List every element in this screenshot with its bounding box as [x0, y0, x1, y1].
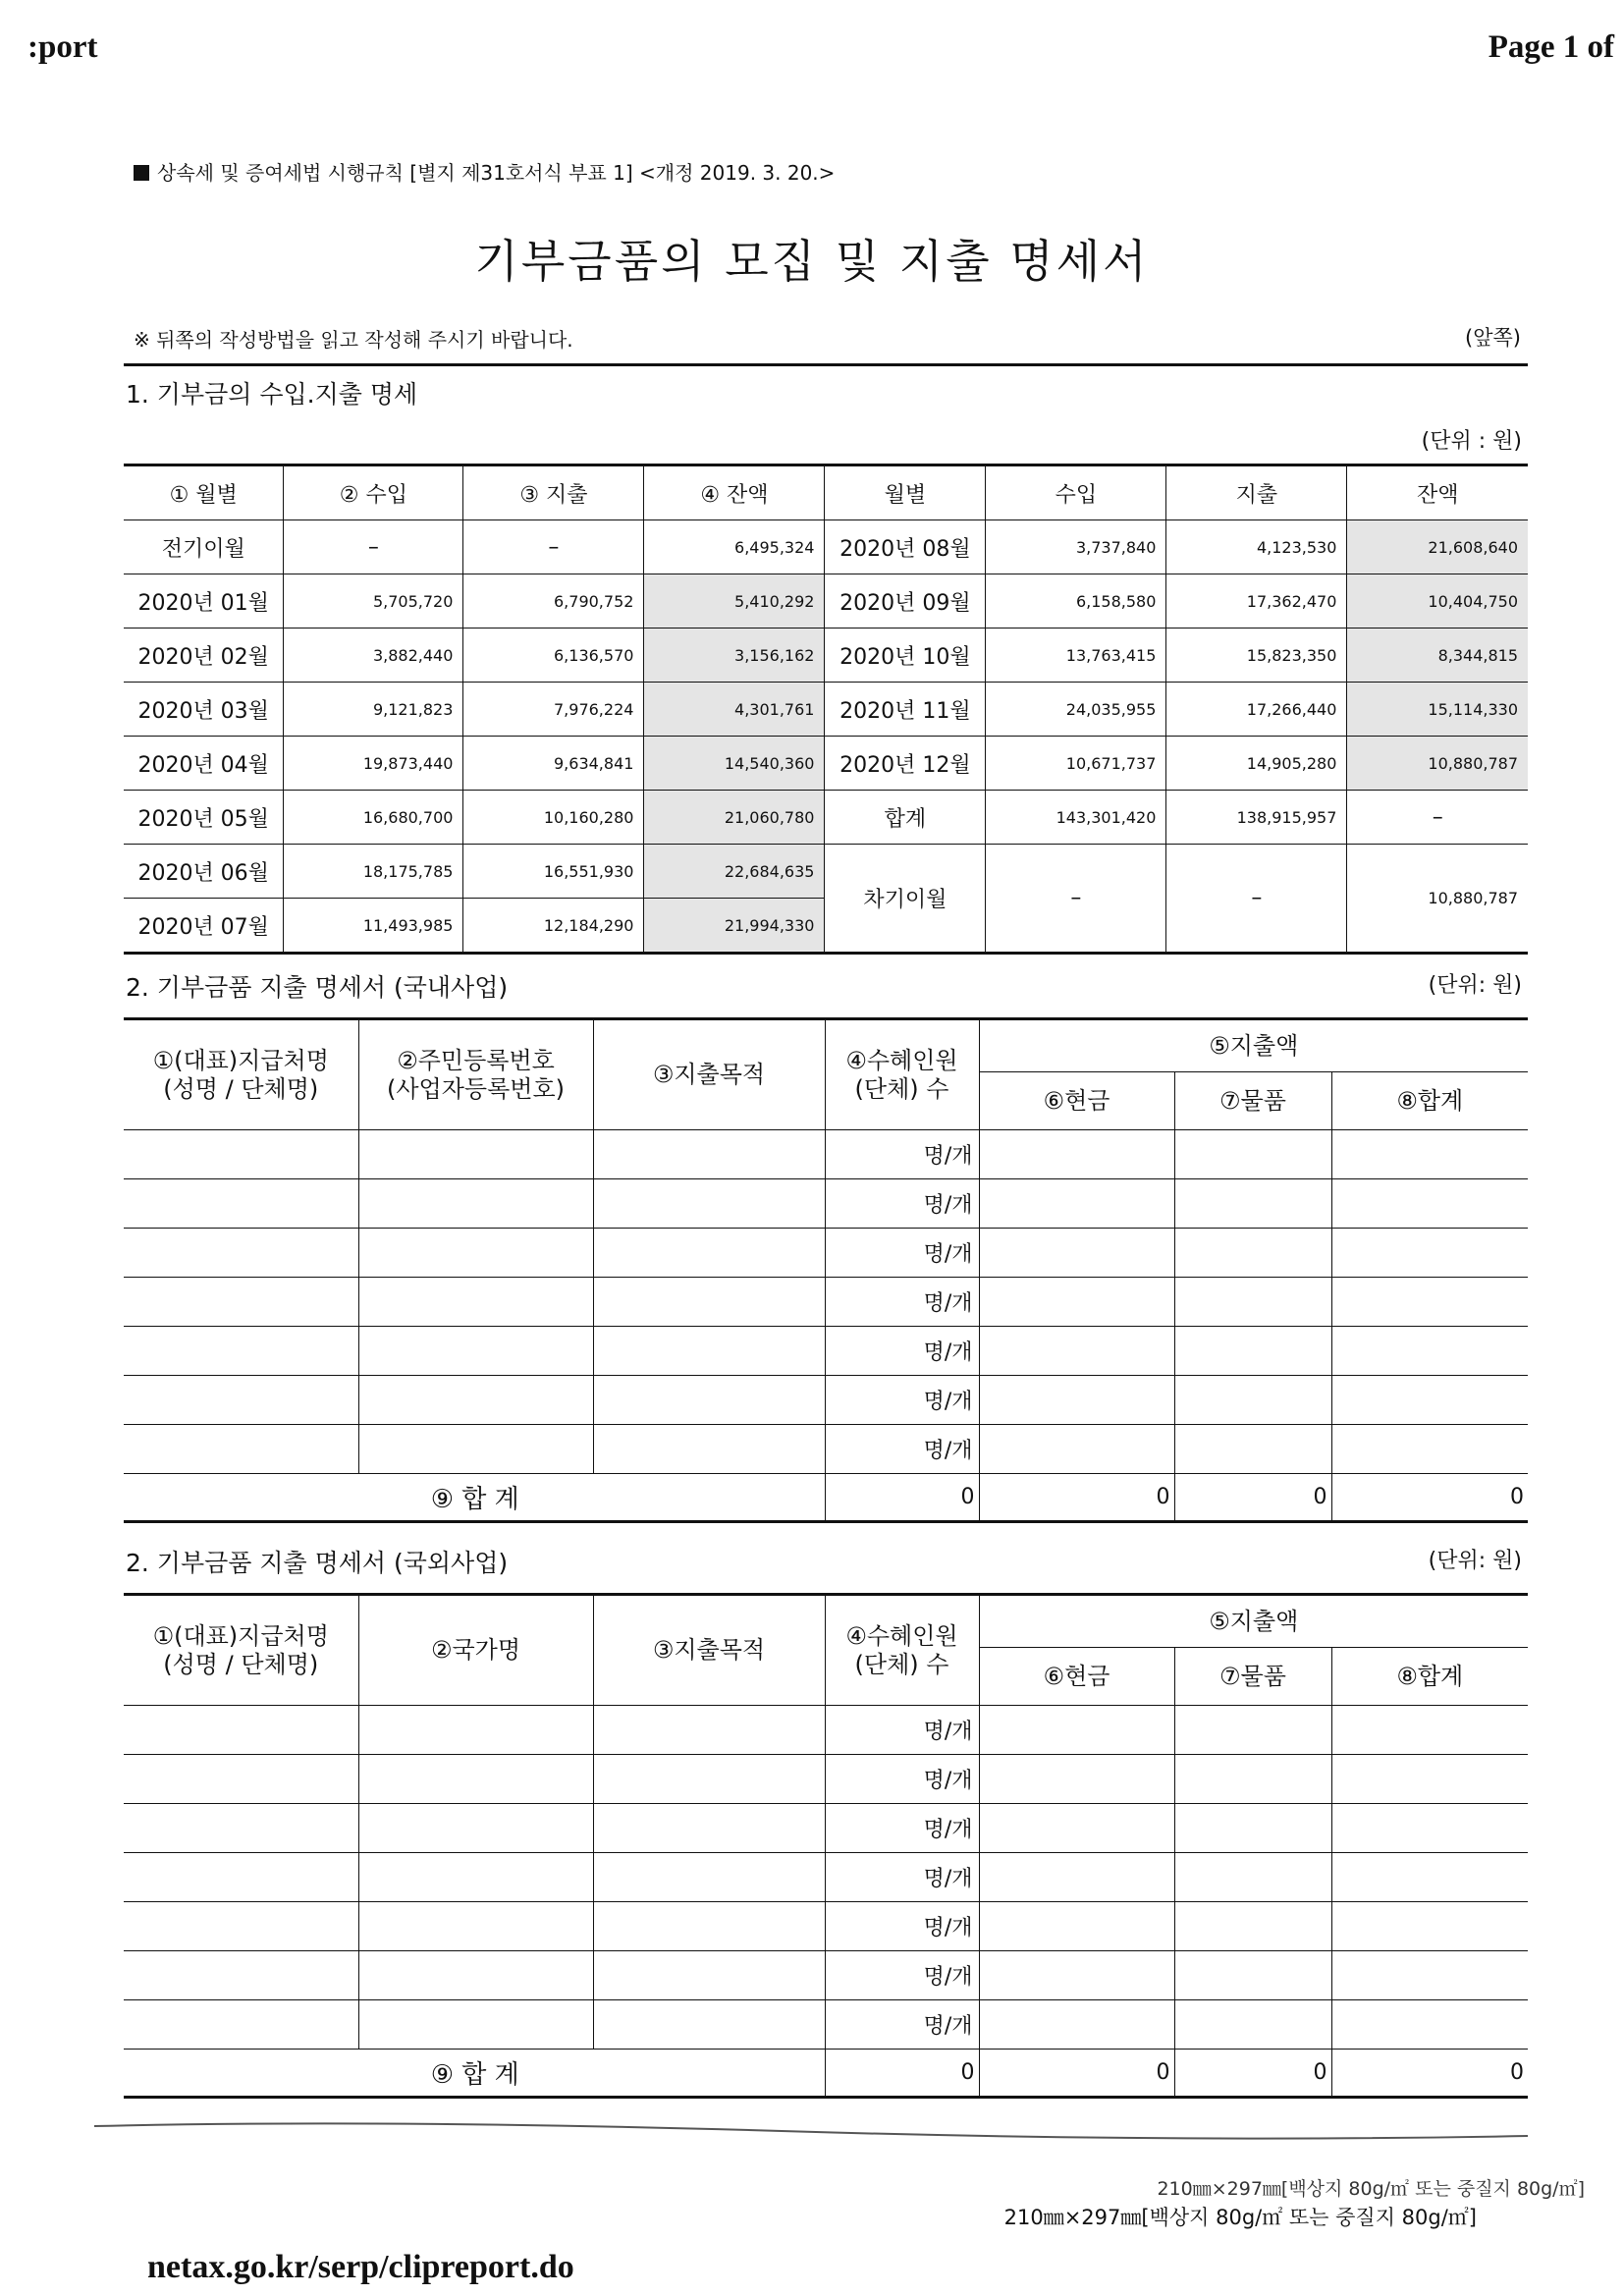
payee-cell[interactable] — [124, 1130, 358, 1179]
payee-cell[interactable] — [124, 1376, 358, 1425]
table-row — [124, 791, 1528, 845]
header-beneficiaries — [825, 1019, 979, 1130]
balance-cell: 10,880,787 — [1347, 737, 1528, 791]
goods-cell[interactable] — [1174, 1327, 1331, 1376]
expense-cell: 6,136,570 — [463, 629, 644, 683]
balance-cell: 15,114,330 — [1347, 683, 1528, 737]
header-month: ① 월별 — [124, 465, 284, 520]
purpose-cell[interactable] — [593, 1853, 825, 1902]
table-header-row — [124, 1595, 1528, 1648]
scan-edge-artifact — [94, 2092, 1528, 2151]
month-cell: 2020년 08월 — [825, 520, 986, 574]
sum-cell[interactable] — [1331, 1755, 1528, 1804]
beneficiary-cell[interactable]: 명/개 — [825, 1229, 979, 1278]
income-expense-table — [124, 464, 1528, 955]
header-beneficiaries-line2: (단체) 수 — [854, 1074, 949, 1103]
total-beneficiaries: 0 — [825, 1474, 979, 1522]
balance-cell: 14,540,360 — [644, 737, 825, 791]
form-reference-text: 상속세 및 증여세법 시행규칙 [별지 제31호서식 부표 1] <개정 2019. 3. 20.> — [157, 161, 836, 185]
cash-cell[interactable] — [979, 1425, 1174, 1474]
goods-cell[interactable] — [1174, 1902, 1331, 1951]
table-row — [124, 520, 1528, 574]
expense-total-cell: 138,915,957 — [1166, 791, 1347, 845]
total-sum: 0 — [1331, 2050, 1528, 2098]
purpose-cell[interactable] — [593, 1425, 825, 1474]
cash-cell[interactable] — [979, 1804, 1174, 1853]
beneficiary-cell[interactable]: 명/개 — [825, 1130, 979, 1179]
table-row — [124, 574, 1528, 629]
footer-url: netax.go.kr/serp/clipreport.do — [147, 2249, 574, 2285]
header-country: ②국가명 — [358, 1595, 593, 1706]
table-row — [124, 1951, 1528, 2000]
page-title: 기부금품의 모집 및 지출 명세서 — [474, 235, 1150, 288]
beneficiary-cell[interactable]: 명/개 — [825, 1376, 979, 1425]
cash-cell[interactable] — [979, 1755, 1174, 1804]
payee-cell[interactable] — [124, 1327, 358, 1376]
header-expenditure-amount: ⑤지출액 — [979, 1019, 1528, 1072]
balance-cell: 3,156,162 — [644, 629, 825, 683]
goods-cell[interactable] — [1174, 1425, 1331, 1474]
table-row — [124, 629, 1528, 683]
country-cell[interactable] — [358, 1706, 593, 1755]
table-row — [124, 683, 1528, 737]
form-reference — [134, 157, 835, 186]
table-row — [124, 1229, 1528, 1278]
cash-cell[interactable] — [979, 1902, 1174, 1951]
expense-cell: 12,184,290 — [463, 899, 644, 954]
total-goods: 0 — [1174, 1474, 1331, 1522]
sum-cell[interactable] — [1331, 1376, 1528, 1425]
cash-cell[interactable] — [979, 1951, 1174, 2000]
header-beneficiaries-line1: ④수혜인원 — [845, 1046, 958, 1074]
beneficiary-cell[interactable]: 명/개 — [825, 1902, 979, 1951]
balance-cell: 4,301,761 — [644, 683, 825, 737]
goods-cell[interactable] — [1174, 1706, 1331, 1755]
header-sum: ⑧합계 — [1331, 1648, 1528, 1706]
table-row — [124, 1804, 1528, 1853]
sum-cell[interactable] — [1331, 1425, 1528, 1474]
income-cell: 16,680,700 — [284, 791, 463, 845]
sum-cell[interactable] — [1331, 1902, 1528, 1951]
beneficiary-cell[interactable]: 명/개 — [825, 2000, 979, 2050]
beneficiary-cell[interactable]: 명/개 — [825, 1755, 979, 1804]
header-payee — [124, 1019, 358, 1130]
header-sum: ⑧합계 — [1331, 1072, 1528, 1130]
header-beneficiaries-line1: ④수혜인원 — [845, 1621, 958, 1650]
total-cash: 0 — [979, 1474, 1174, 1522]
registration-cell[interactable] — [358, 1229, 593, 1278]
country-cell[interactable] — [358, 2000, 593, 2050]
cash-cell[interactable] — [979, 1853, 1174, 1902]
income-cell: 10,671,737 — [986, 737, 1166, 791]
income-cell: 19,873,440 — [284, 737, 463, 791]
sum-cell[interactable] — [1331, 1804, 1528, 1853]
beneficiary-cell[interactable]: 명/개 — [825, 1853, 979, 1902]
payee-cell[interactable] — [124, 1706, 358, 1755]
income-cell: 24,035,955 — [986, 683, 1166, 737]
cash-cell[interactable] — [979, 1278, 1174, 1327]
expense-cell: 17,362,470 — [1166, 574, 1347, 629]
purpose-cell[interactable] — [593, 1327, 825, 1376]
section2-heading: 2. 기부금품 지출 명세서 (국내사업) — [126, 973, 509, 1002]
header-expense-2: 지출 — [1166, 465, 1347, 520]
expense-cell: 17,266,440 — [1166, 683, 1347, 737]
balance-cell: 5,410,292 — [644, 574, 825, 629]
goods-cell[interactable] — [1174, 2000, 1331, 2050]
month-cell: 전기이월 — [124, 520, 284, 574]
table-row — [124, 2000, 1528, 2050]
sum-cell[interactable] — [1331, 1278, 1528, 1327]
table-row — [124, 1755, 1528, 1804]
header-income-2: 수입 — [986, 465, 1166, 520]
beneficiary-cell[interactable]: 명/개 — [825, 1278, 979, 1327]
income-cell: 3,882,440 — [284, 629, 463, 683]
cash-cell[interactable] — [979, 1706, 1174, 1755]
goods-cell[interactable] — [1174, 1278, 1331, 1327]
header-goods: ⑦물품 — [1174, 1648, 1331, 1706]
income-cell: 13,763,415 — [986, 629, 1166, 683]
income-cell: – — [284, 520, 463, 574]
expense-cell: 14,905,280 — [1166, 737, 1347, 791]
header-balance: ④ 잔액 — [644, 465, 825, 520]
month-cell: 2020년 04월 — [124, 737, 284, 791]
sum-cell[interactable] — [1331, 1853, 1528, 1902]
table-row — [124, 845, 1528, 899]
cash-cell[interactable] — [979, 1130, 1174, 1179]
goods-cell[interactable] — [1174, 1755, 1331, 1804]
balance-cell: 21,608,640 — [1347, 520, 1528, 574]
beneficiary-cell[interactable]: 명/개 — [825, 1804, 979, 1853]
expense-cell: 9,634,841 — [463, 737, 644, 791]
beneficiary-cell[interactable]: 명/개 — [825, 1327, 979, 1376]
month-cell: 2020년 02월 — [124, 629, 284, 683]
table-row — [124, 737, 1528, 791]
country-cell[interactable] — [358, 1951, 593, 2000]
month-cell: 2020년 09월 — [825, 574, 986, 629]
header-payee-line2: (성명 / 단체명) — [163, 1650, 319, 1678]
registration-cell[interactable] — [358, 1327, 593, 1376]
payee-cell[interactable] — [124, 1278, 358, 1327]
income-cell: 18,175,785 — [284, 845, 463, 899]
purpose-cell[interactable] — [593, 1130, 825, 1179]
total-label: ⑨ 합 계 — [124, 2050, 825, 2098]
total-sum: 0 — [1331, 1474, 1528, 1522]
expense-cell: 6,790,752 — [463, 574, 644, 629]
month-cell: 2020년 03월 — [124, 683, 284, 737]
side-label: (앞쪽) — [1465, 326, 1521, 350]
purpose-cell[interactable] — [593, 1376, 825, 1425]
goods-cell[interactable] — [1174, 1853, 1331, 1902]
income-cell: 9,121,823 — [284, 683, 463, 737]
header-month-2: 월별 — [825, 465, 986, 520]
income-cell: 11,493,985 — [284, 899, 463, 954]
paper-spec: 210㎜×297㎜[백상지 80g/㎡ 또는 중질지 80g/㎡] — [1003, 2206, 1477, 2229]
overseas-expenditure-table — [124, 1593, 1528, 2099]
expense-cell: 15,823,350 — [1166, 629, 1347, 683]
divider — [124, 363, 1528, 366]
payee-cell[interactable] — [124, 1425, 358, 1474]
expense-cell: 4,123,530 — [1166, 520, 1347, 574]
balance-total-cell: – — [1347, 791, 1528, 845]
table-row — [124, 1179, 1528, 1229]
payee-cell[interactable] — [124, 1804, 358, 1853]
header-payee-line2: (성명 / 단체명) — [163, 1074, 319, 1103]
table-header-row — [124, 465, 1528, 520]
section1-unit: (단위 : 원) — [1421, 429, 1522, 454]
table-row — [124, 1425, 1528, 1474]
purpose-cell[interactable] — [593, 1179, 825, 1229]
section2-unit: (단위: 원) — [1428, 973, 1522, 998]
registration-cell[interactable] — [358, 1376, 593, 1425]
header-beneficiaries — [825, 1595, 979, 1706]
total-row — [124, 1474, 1528, 1522]
balance-cell: 21,060,780 — [644, 791, 825, 845]
month-cell: 2020년 01월 — [124, 574, 284, 629]
purpose-cell[interactable] — [593, 1706, 825, 1755]
payee-cell[interactable] — [124, 1179, 358, 1229]
payee-cell[interactable] — [124, 1853, 358, 1902]
section1-heading: 1. 기부금의 수입.지출 명세 — [126, 380, 418, 409]
carryover-income-cell: – — [986, 845, 1166, 954]
sum-cell[interactable] — [1331, 2000, 1528, 2050]
cash-cell[interactable] — [979, 1179, 1174, 1229]
goods-cell[interactable] — [1174, 1130, 1331, 1179]
registration-cell[interactable] — [358, 1130, 593, 1179]
header-cash: ⑥현금 — [979, 1648, 1174, 1706]
print-header-left: :port — [27, 29, 98, 65]
month-cell: 2020년 07월 — [124, 899, 284, 954]
square-bullet-icon — [134, 165, 149, 181]
cash-cell[interactable] — [979, 1229, 1174, 1278]
purpose-cell[interactable] — [593, 1755, 825, 1804]
expense-cell: 7,976,224 — [463, 683, 644, 737]
domestic-expenditure-table — [124, 1017, 1528, 1523]
expense-cell: 10,160,280 — [463, 791, 644, 845]
beneficiary-cell[interactable]: 명/개 — [825, 1706, 979, 1755]
cash-cell[interactable] — [979, 1376, 1174, 1425]
country-cell[interactable] — [358, 1755, 593, 1804]
country-cell[interactable] — [358, 1902, 593, 1951]
carryover-expense-cell: – — [1166, 845, 1347, 954]
header-expense: ③ 지출 — [463, 465, 644, 520]
total-beneficiaries: 0 — [825, 2050, 979, 2098]
registration-cell[interactable] — [358, 1179, 593, 1229]
month-cell: 2020년 12월 — [825, 737, 986, 791]
balance-cell: 6,495,324 — [644, 520, 825, 574]
payee-cell[interactable] — [124, 1229, 358, 1278]
cash-cell[interactable] — [979, 2000, 1174, 2050]
payee-cell[interactable] — [124, 2000, 358, 2050]
beneficiary-cell[interactable]: 명/개 — [825, 1425, 979, 1474]
header-beneficiaries-line2: (단체) 수 — [854, 1650, 949, 1678]
total-label-cell: 합계 — [825, 791, 986, 845]
sum-cell[interactable] — [1331, 1951, 1528, 2000]
header-reg-line1: ②주민등록번호 — [397, 1046, 555, 1074]
sum-cell[interactable] — [1331, 1229, 1528, 1278]
purpose-cell[interactable] — [593, 2000, 825, 2050]
purpose-cell[interactable] — [593, 1951, 825, 2000]
header-income: ② 수입 — [284, 465, 463, 520]
sum-cell[interactable] — [1331, 1179, 1528, 1229]
purpose-cell[interactable] — [593, 1804, 825, 1853]
month-cell: 2020년 06월 — [124, 845, 284, 899]
header-payee-line1: ①(대표)지급처명 — [152, 1621, 329, 1650]
header-reg-line2: (사업자등록번호) — [386, 1074, 565, 1103]
goods-cell[interactable] — [1174, 1229, 1331, 1278]
header-payee — [124, 1595, 358, 1706]
purpose-cell[interactable] — [593, 1902, 825, 1951]
country-cell[interactable] — [358, 1853, 593, 1902]
balance-cell: 8,344,815 — [1347, 629, 1528, 683]
expense-cell: 16,551,930 — [463, 845, 644, 899]
expense-cell: – — [463, 520, 644, 574]
total-cash: 0 — [979, 2050, 1174, 2098]
payee-cell[interactable] — [124, 1755, 358, 1804]
income-cell: 3,737,840 — [986, 520, 1166, 574]
income-cell: 5,705,720 — [284, 574, 463, 629]
header-purpose: ③지출목적 — [593, 1595, 825, 1706]
balance-cell: 21,994,330 — [644, 899, 825, 954]
cash-cell[interactable] — [979, 1327, 1174, 1376]
goods-cell[interactable] — [1174, 1179, 1331, 1229]
balance-cell: 22,684,635 — [644, 845, 825, 899]
header-registration-number — [358, 1019, 593, 1130]
table-row — [124, 1327, 1528, 1376]
header-goods: ⑦물품 — [1174, 1072, 1331, 1130]
header-payee-line1: ①(대표)지급처명 — [152, 1046, 329, 1074]
registration-cell[interactable] — [358, 1278, 593, 1327]
total-row — [124, 2050, 1528, 2098]
month-cell: 2020년 10월 — [825, 629, 986, 683]
table-row — [124, 1130, 1528, 1179]
country-cell[interactable] — [358, 1804, 593, 1853]
month-cell: 2020년 11월 — [825, 683, 986, 737]
purpose-cell[interactable] — [593, 1278, 825, 1327]
print-header-page: Page 1 of — [1488, 29, 1614, 65]
table-header-row — [124, 1019, 1528, 1072]
carryover-balance-cell: 10,880,787 — [1347, 845, 1528, 954]
beneficiary-cell[interactable]: 명/개 — [825, 1179, 979, 1229]
purpose-cell[interactable] — [593, 1229, 825, 1278]
total-label: ⑨ 합 계 — [124, 1474, 825, 1522]
table-row — [124, 1902, 1528, 1951]
total-goods: 0 — [1174, 2050, 1331, 2098]
sum-cell[interactable] — [1331, 1327, 1528, 1376]
balance-cell: 10,404,750 — [1347, 574, 1528, 629]
sum-cell[interactable] — [1331, 1706, 1528, 1755]
income-total-cell: 143,301,420 — [986, 791, 1166, 845]
beneficiary-cell[interactable]: 명/개 — [825, 1951, 979, 2000]
income-cell: 6,158,580 — [986, 574, 1166, 629]
table-row — [124, 1853, 1528, 1902]
header-purpose: ③지출목적 — [593, 1019, 825, 1130]
goods-cell[interactable] — [1174, 1376, 1331, 1425]
month-cell: 2020년 05월 — [124, 791, 284, 845]
paper-spec-faint: 210㎜×297㎜[백상지 80g/㎡ 또는 중질지 80g/㎡] — [1157, 2178, 1585, 2200]
instruction-note: ※ 뒤쪽의 작성방법을 읽고 작성해 주시기 바랍니다. — [134, 328, 573, 352]
payee-cell[interactable] — [124, 1951, 358, 2000]
goods-cell[interactable] — [1174, 1804, 1331, 1853]
header-expenditure-amount: ⑤지출액 — [979, 1595, 1528, 1648]
payee-cell[interactable] — [124, 1902, 358, 1951]
carryover-label-cell: 차기이월 — [825, 845, 986, 954]
section3-heading: 2. 기부금품 지출 명세서 (국외사업) — [126, 1549, 509, 1577]
table-row — [124, 1706, 1528, 1755]
header-balance-2: 잔액 — [1347, 465, 1528, 520]
section3-unit: (단위: 원) — [1428, 1549, 1522, 1573]
goods-cell[interactable] — [1174, 1951, 1331, 2000]
registration-cell[interactable] — [358, 1425, 593, 1474]
table-row — [124, 1278, 1528, 1327]
header-cash: ⑥현금 — [979, 1072, 1174, 1130]
table-row — [124, 1376, 1528, 1425]
sum-cell[interactable] — [1331, 1130, 1528, 1179]
